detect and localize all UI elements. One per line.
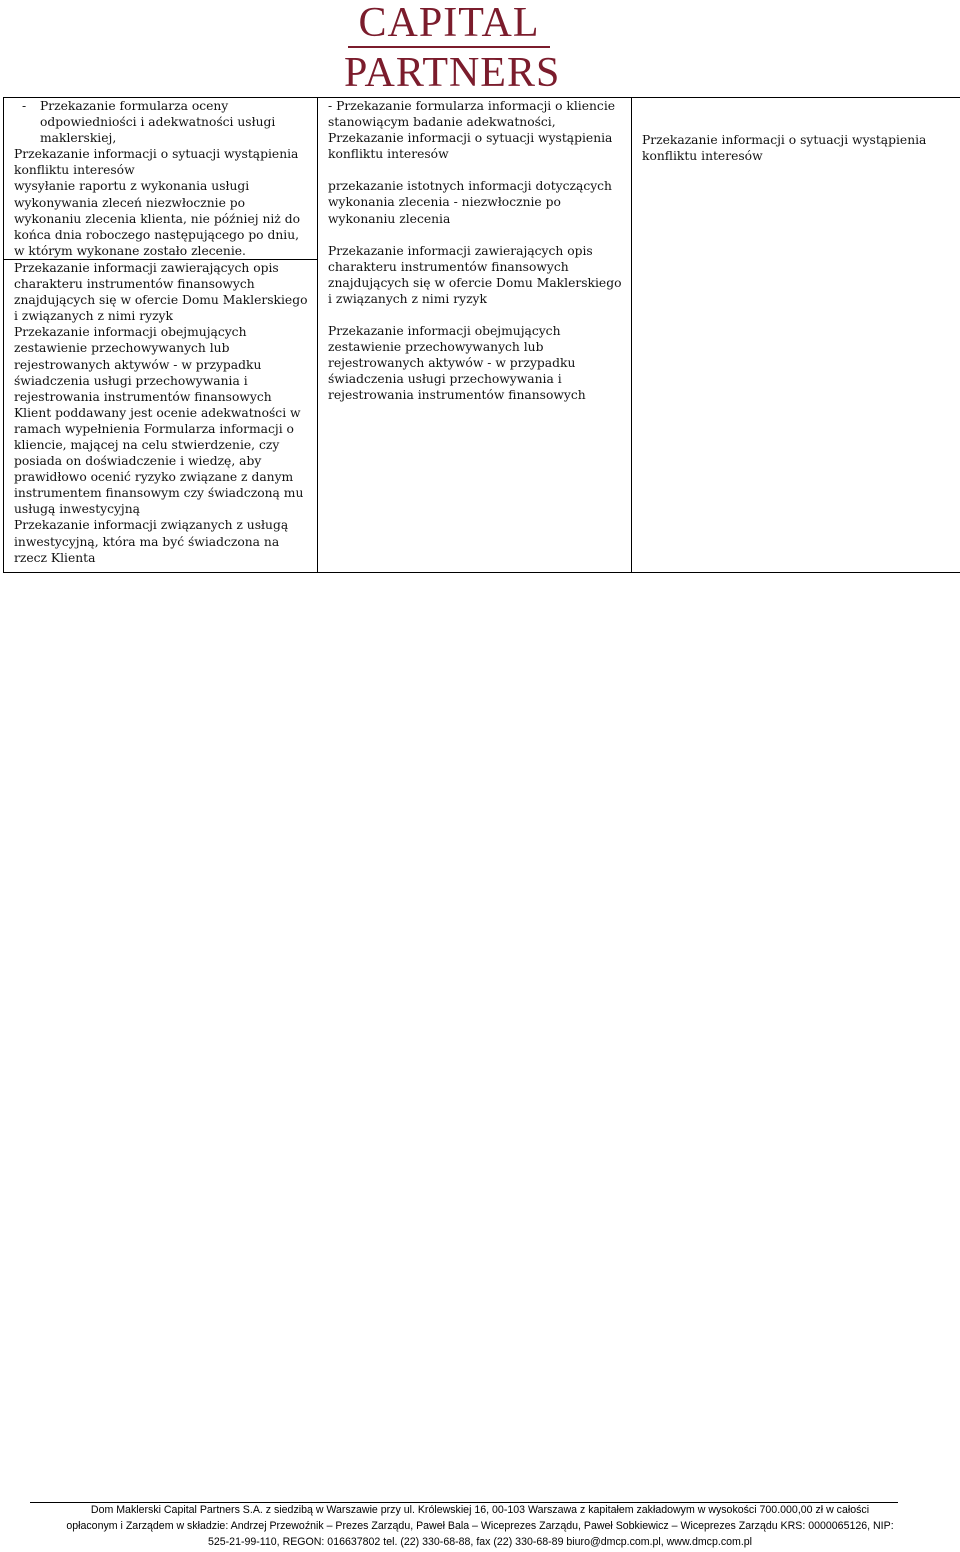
column-1-content-lower	[14, 260, 311, 566]
company-logo	[344, 0, 561, 96]
dash-marker: -	[328, 99, 337, 113]
footer-line-2: opłaconym i Zarządem w składzie: Andrzej Przewoźnik – Prezes Zarządu, Paweł Bala – Wiceprezes Zarządu, Paweł Sobkiewicz – Wiceprezes Zarządu KRS: 0000065126, NIP:	[66, 1520, 894, 1532]
list-item: wysyłanie raportu z wykonania usługi wykonywania zleceń niezwłocznie po wykonaniu zlecenia klienta, nie później niż do końca dnia roboczego następującego po dniu, w którym wykonane zostało zlecenie.	[14, 179, 300, 258]
list-item: Przekazanie informacji obejmujących zestawienie przechowywanych lub rejestrowanych aktywów - w przypadku świadczenia usługi przechowywania i rejestrowania instrumentów finansowych	[14, 325, 272, 404]
list-item: Przekazanie informacji obejmujących zestawienie przechowywanych lub rejestrowanych aktywów - w przypadku świadczenia usługi przechowywania i rejestrowania instrumentów finansowych	[328, 324, 586, 403]
footer-line-3: 525-21-99-110, REGON: 016637802 tel. (22) 330-68-88, fax (22) 330-68-89 biuro@dmcp.com.pl, www.dmcp.com.pl	[207, 1536, 753, 1548]
list-item: Przekazanie informacji związanych z usługą inwestycyjną, która ma być świadczona na rzecz Klienta	[14, 518, 289, 565]
list-item: Przekazanie informacji zawierających opis charakteru instrumentów finansowych znajdujących się w ofercie Domu Maklerskiego i związanych z nimi ryzyk	[14, 260, 308, 324]
list-item: Przekazanie informacji o sytuacji wystąpienia konfliktu interesów	[642, 133, 927, 164]
column-3-cell	[632, 98, 960, 573]
column-2-content	[328, 98, 625, 404]
list-item: Przekazanie informacji o sytuacji wystąpienia konfliktu interesów	[14, 147, 299, 178]
list-item	[14, 98, 311, 146]
column-3-content	[642, 98, 954, 164]
table-row	[4, 98, 960, 573]
logo-rule	[348, 46, 550, 48]
list-item-text: Przekazanie formularza oceny odpowiedniości i adekwatności usługi maklerskiej,	[40, 99, 276, 146]
column-1-content	[4, 98, 317, 260]
list-item: Przekazanie informacji zawierających opis charakteru instrumentów finansowych znajdujących się w ofercie Domu Maklerskiego i związanych z nimi ryzyk	[328, 243, 622, 306]
logo-line-2: PARTNERS	[344, 50, 561, 96]
logo-line-1: CAPITAL	[358, 0, 540, 46]
list-item-text-body: Przekazanie formularza informacji o kliencie stanowiącym badanie adekwatności,	[328, 99, 616, 130]
list-item-text	[328, 98, 625, 130]
footer-line-1: Dom Maklerski Capital Partners S.A. z siedzibą w Warszawie przy ul. Królewskiej 16, 00-103 Warszawa z kapitałem zakładowym w wysokości 700.000,00 zł w całości	[90, 1504, 870, 1516]
list-item: Klient poddawany jest ocenie adekwatności w ramach wypełnienia Formularza informacji o kliencie, mającej na celu stwierdzenie, czy posiada on doświadczenie i wiedzę, aby prawidłowo ocenić ryzyko związane z danym instrumentem finansowym czy świadczoną mu usługą inwestycyjną	[14, 405, 304, 517]
footer	[0, 1502, 960, 1550]
list-item	[328, 98, 625, 130]
column-2-cell	[318, 98, 632, 573]
dash-marker: -	[22, 99, 27, 113]
list-item: Przekazanie informacji o sytuacji wystąpienia konfliktu interesów	[328, 131, 613, 162]
services-table	[3, 97, 960, 573]
column-1-cell	[4, 98, 318, 573]
list-item: przekazanie istotnych informacji dotyczących wykonania zlecenia - niezwłocznie po wykonaniu zlecenia	[328, 179, 612, 226]
